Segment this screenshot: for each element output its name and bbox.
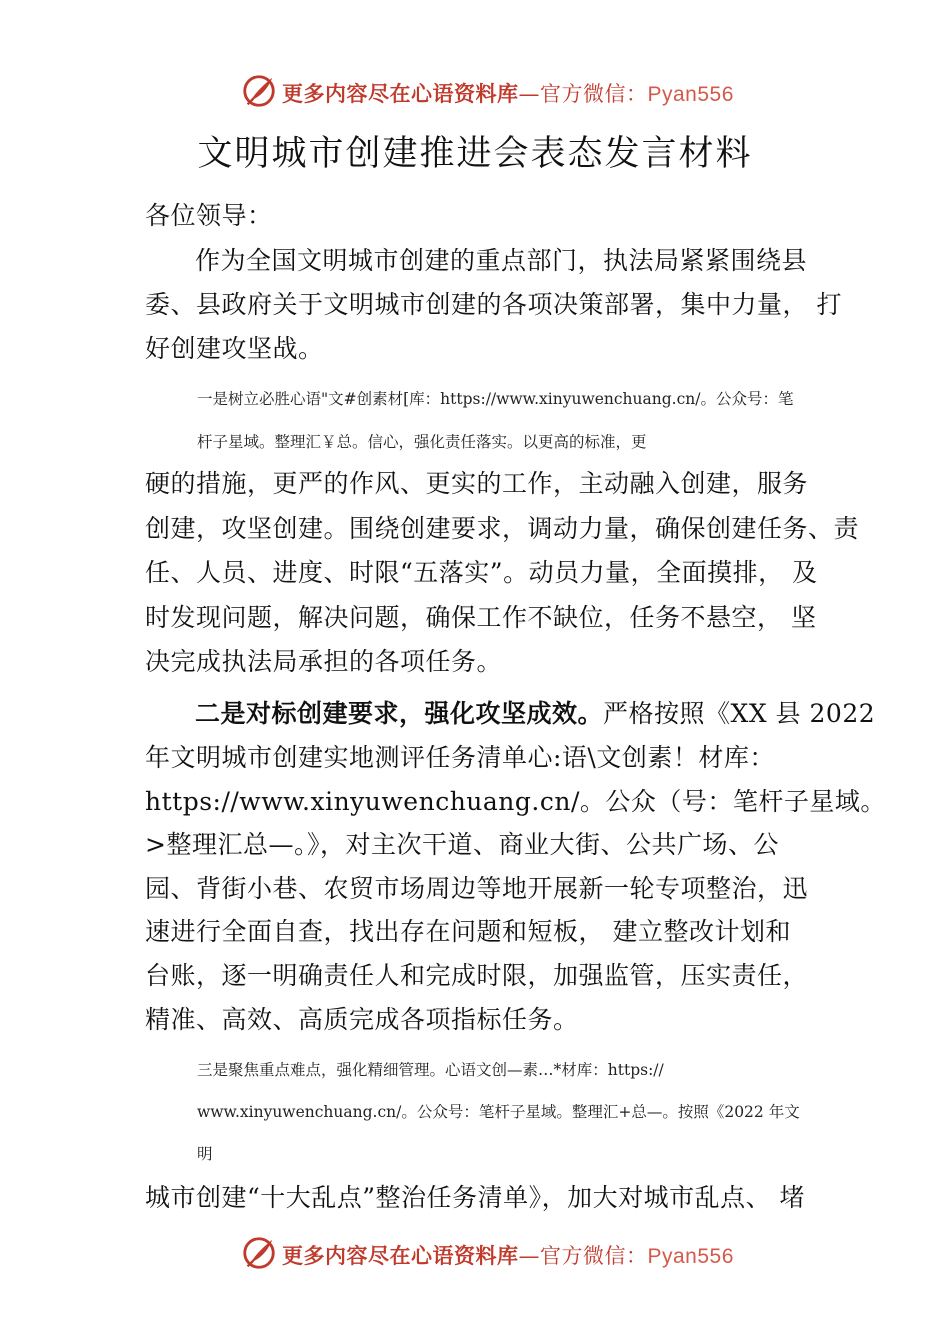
paragraph-line: https://www.xinyuwenchuang.cn/。公众（号：笔杆子星域。 — [145, 787, 886, 816]
banner-main: 更多内容尽在心语资料库 — [282, 82, 519, 106]
banner-wechat-label: 官方微信： — [540, 1244, 648, 1268]
paragraph-line: 园、背街小巷、农贸市场周边等地开展新一轮专项整治，迅 — [145, 874, 809, 903]
small-text-line: 杆子星域。整理汇￥总。信心，强化责任落实。以更高的标准，更 — [197, 433, 647, 451]
paragraph-line: 城市创建“十大乱点”整治任务清单》，加大对城市乱点、 堵 — [145, 1183, 806, 1212]
footer-banner — [0, 1232, 950, 1276]
paragraph-line: 决完成执法局承担的各项任务。 — [145, 647, 503, 676]
paragraph-line: 任、人员、进度、时限“五落实”。动员力量，全面摸排， 及 — [145, 558, 818, 587]
page-title: 文明城市创建推进会表态发言材料 — [197, 134, 753, 174]
banner-separator: — — [518, 1244, 540, 1268]
quill-logo-icon — [240, 72, 278, 110]
paragraph-line: 委、县政府关于文明城市创建的各项决策部署，集中力量， 打 — [145, 290, 842, 319]
paragraph-text: 严格按照《XX 县 2022 — [603, 699, 876, 728]
small-text-line: 明 — [197, 1145, 213, 1163]
paragraph-line — [195, 694, 875, 730]
banner-main: 更多内容尽在心语资料库 — [282, 1244, 519, 1268]
paragraph-line: >整理汇总—。》，对主次干道、商业大街、公共广场、公 — [145, 830, 779, 859]
paragraph-line: 年文明城市创建实地测评任务清单心:语\文创素！材库： — [145, 743, 775, 772]
small-text-line: 一是树立必胜心语"文#创素材[库：https://www.xinyuwenchuang.cn/。公众号：笔 — [197, 390, 794, 408]
banner-wechat-id: Pyan556 — [647, 83, 734, 106]
small-text-line: 三是聚焦重点难点，强化精细管理。心语文创—素…*材库：https:// — [197, 1061, 664, 1079]
paragraph-line: 创建，攻坚创建。围绕创建要求，调动力量，确保创建任务、责 — [145, 514, 860, 543]
paragraph-line: 作为全国文明城市创建的重点部门，执法局紧紧围绕县 — [195, 246, 808, 275]
paragraph-line: 硬的措施，更严的作风、更实的工作，主动融入创建，服务 — [145, 469, 809, 498]
paragraph-line: 精准、高效、高质完成各项指标任务。 — [145, 1005, 579, 1034]
banner-text — [282, 1240, 734, 1270]
paragraph-line: 速进行全面自查，找出存在问题和短板， 建立整改计划和 — [145, 917, 791, 946]
greeting: 各位领导： — [145, 201, 273, 230]
banner-wechat-label: 官方微信： — [540, 82, 648, 106]
paragraph-line: 时发现问题，解决问题，确保工作不缺位，任务不悬空， 坚 — [145, 603, 817, 632]
banner-wechat-id: Pyan556 — [647, 1245, 734, 1268]
quill-logo-icon — [240, 1234, 278, 1272]
paragraph-line: 好创建攻坚战。 — [145, 334, 324, 363]
paragraph-heading: 二是对标创建要求，强化攻坚成效。 — [195, 699, 604, 728]
header-banner — [0, 70, 950, 114]
banner-text — [282, 78, 734, 108]
paragraph-line: 台账，逐一明确责任人和完成时限，加强监管，压实责任， — [145, 961, 809, 990]
small-text-line: www.xinyuwenchuang.cn/。公众号：笔杆子星域。整理汇+总—。按照《2022 年文 — [197, 1103, 800, 1121]
banner-separator: — — [518, 82, 540, 106]
